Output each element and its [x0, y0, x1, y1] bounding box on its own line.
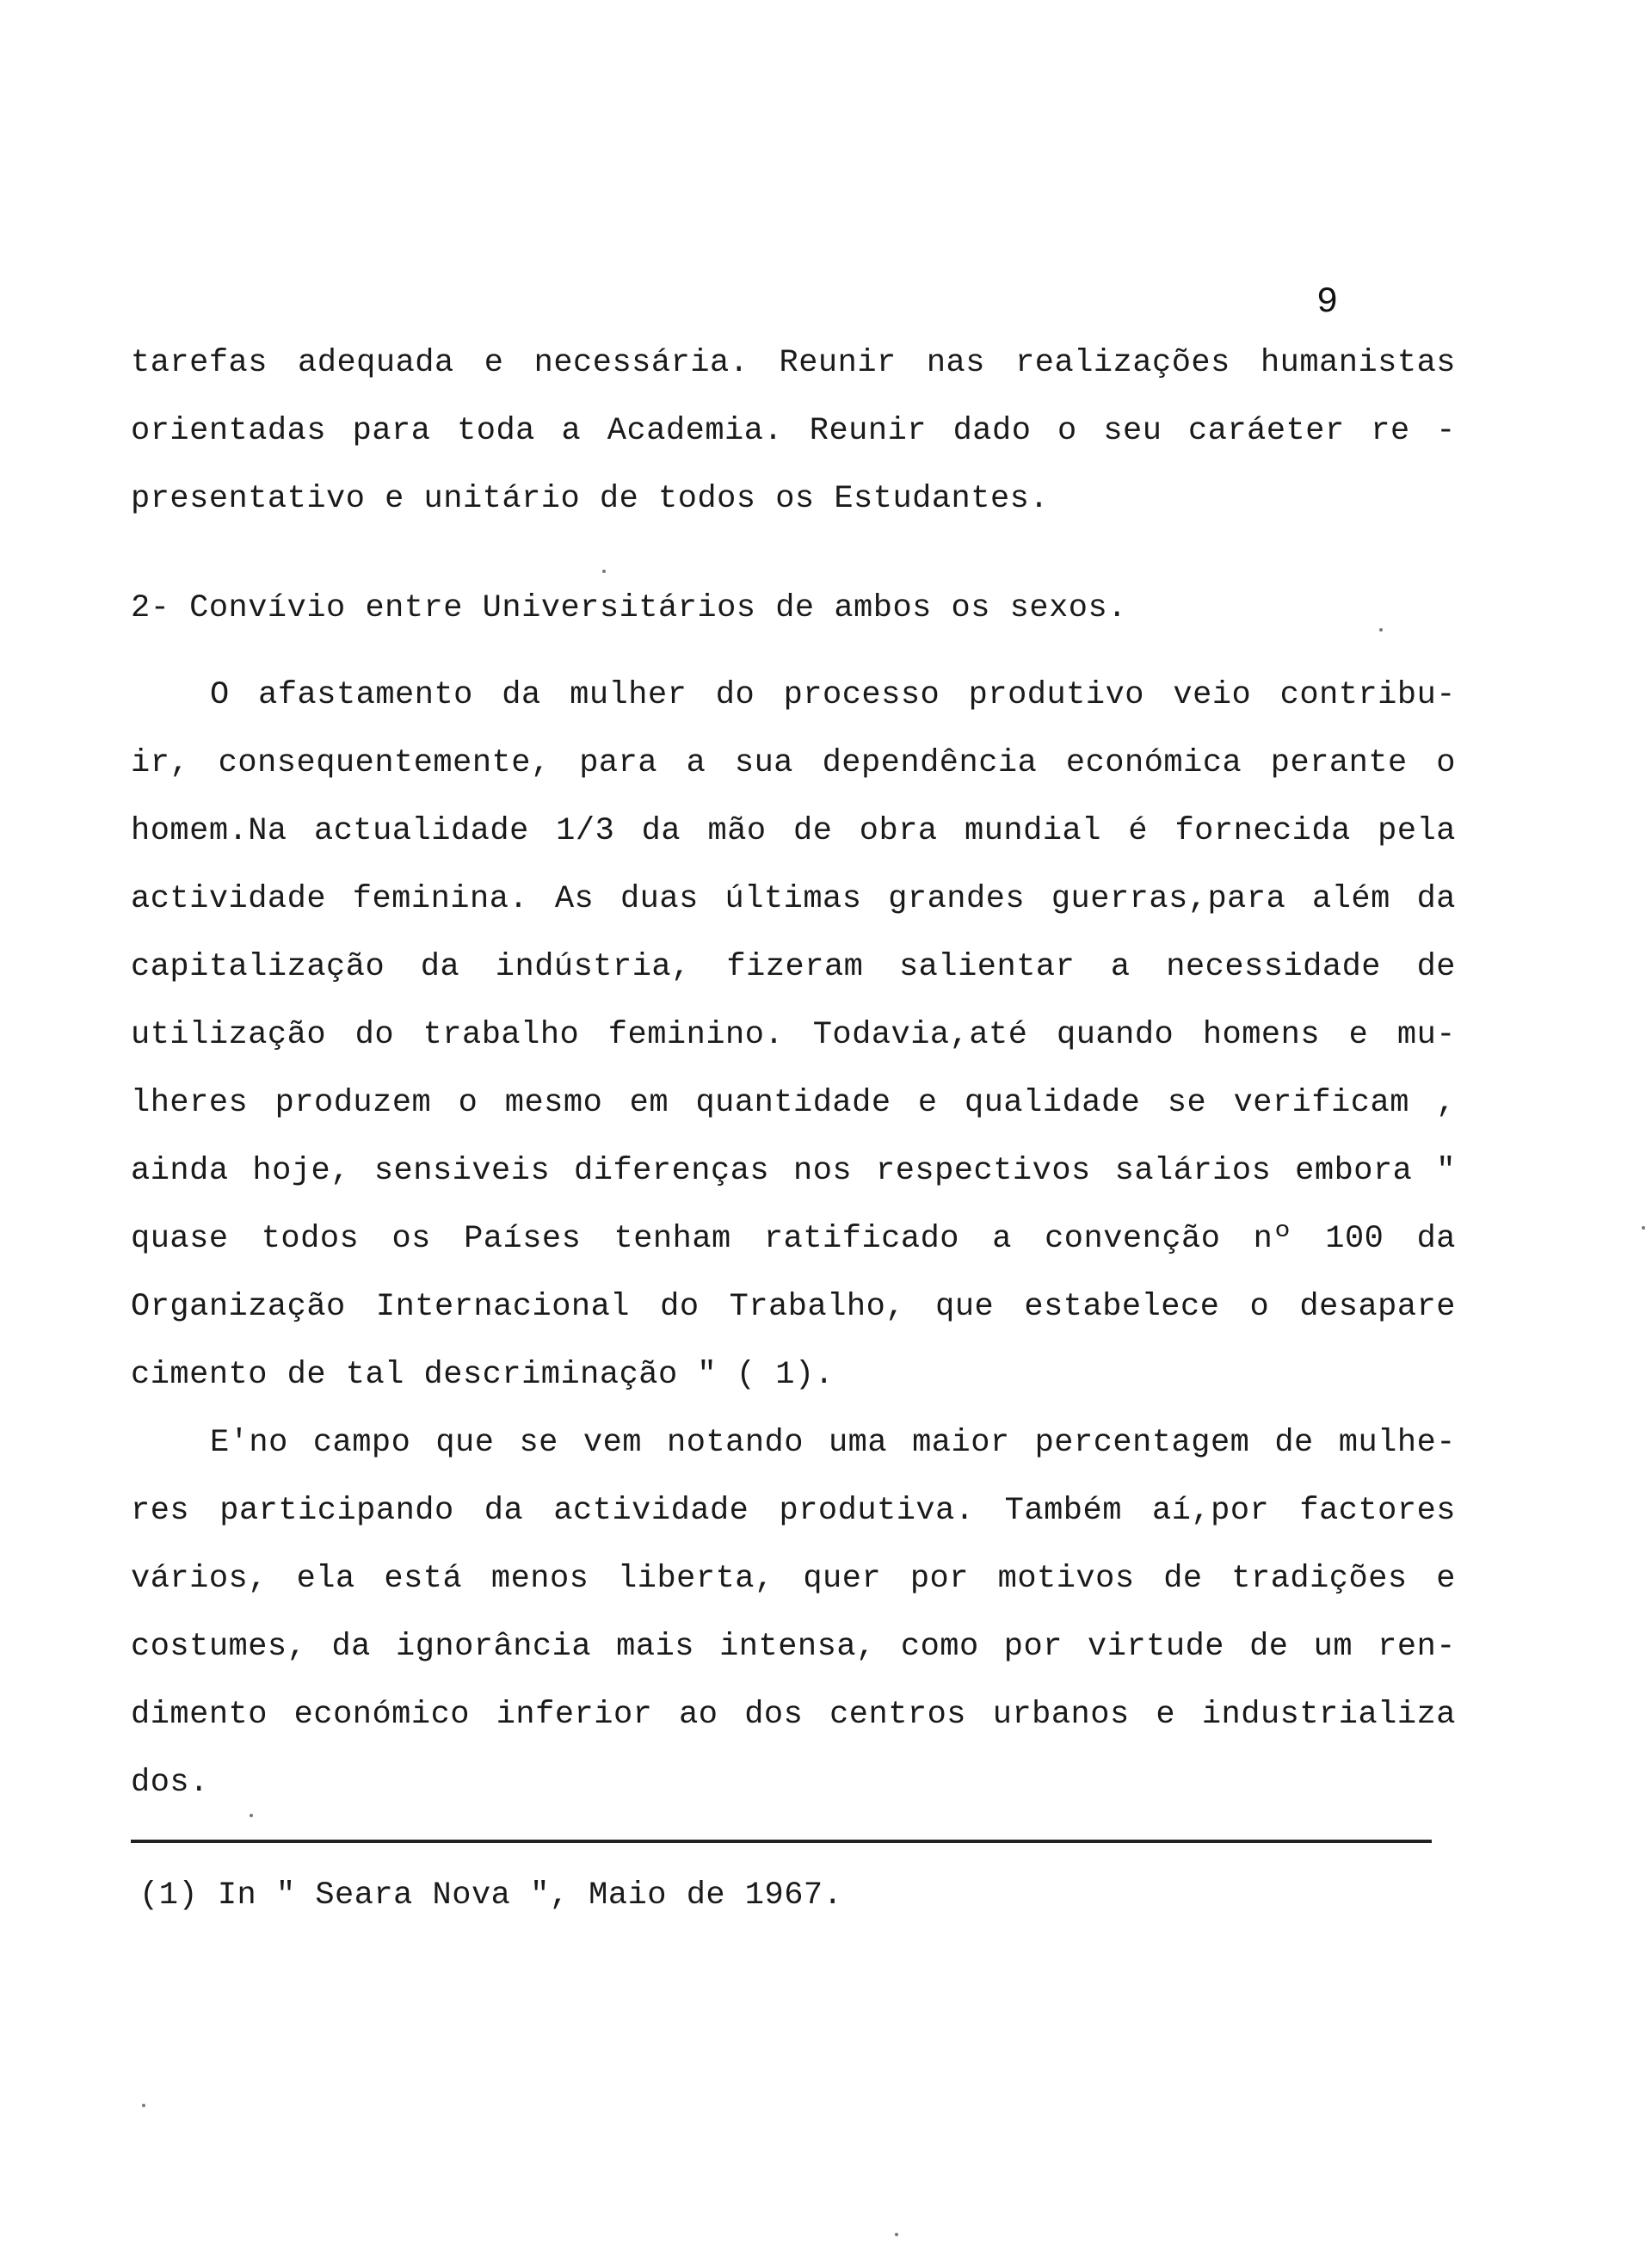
scan-speck: [1379, 628, 1383, 632]
scan-speck: [250, 1814, 253, 1817]
paragraph-rural: E'no campo que se vem notando uma maior percentagem de mulhe- res participando da actividade produtiva. Também aí,por factores vários, ela está menos liberta, quer por motivos de tradições e costumes, da ignorância mais intensa, como por virtude de um ren- dimento económico inferior ao dos centros urbanos e industrializa dos.: [131, 1425, 1456, 1801]
scan-speck: [142, 2104, 145, 2107]
scan-speck: [602, 570, 606, 573]
page-number: 9: [1316, 281, 1339, 323]
scan-speck: [895, 2233, 898, 2236]
paragraph-intro: tarefas adequada e necessária. Reunir nas realizações humanistas orientadas para toda a Academia. Reunir dado o seu caráeter re - presentativo e unitário de todos os Estudantes.: [131, 345, 1456, 517]
footnote: (1) In " Seara Nova ", Maio de 1967.: [139, 1877, 843, 1914]
footnote-divider: [131, 1840, 1432, 1843]
paragraph-labour: O afastamento da mulher do processo produtivo veio contribu- ir, consequentemente, para a sua dependência económica perante o homem.Na actualidade 1/3 da mão de obra mundial é fornecida pela actividade feminina. As duas últimas grandes guerras,para além da capitalização da indústria, fizeram salientar a necessidade de utilização do trabalho feminino. Todavia,até quando homens e mu- lheres produzem o mesmo em quantidade e qualidade se verificam , ainda hoje, sensiveis diferenças nos respectivos salários embora " quase todos os Países tenham ratificado a convenção nº 100 da Organização Internacional do Trabalho, que estabelece o desapare cimento de tal descriminação " ( 1).: [131, 677, 1456, 1393]
body-text: [131, 330, 1456, 1817]
section-heading: 2- Convívio entre Universitários de ambos os sexos.: [131, 590, 1127, 626]
scan-speck: [1642, 1226, 1645, 1230]
